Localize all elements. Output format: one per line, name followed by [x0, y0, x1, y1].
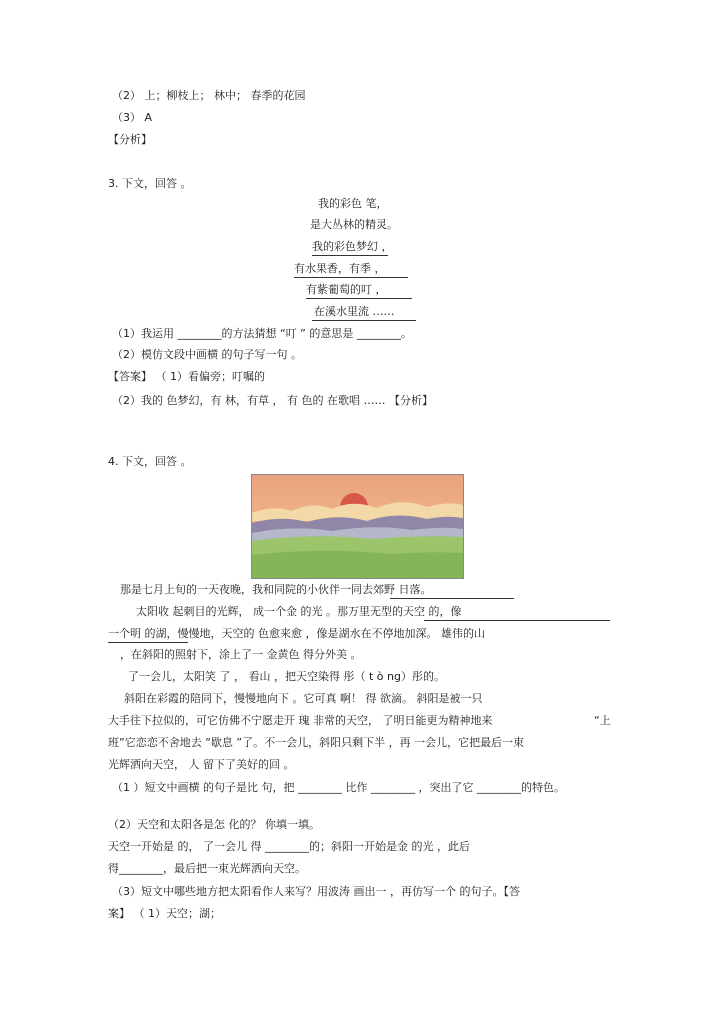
- question-4-answer: 案】 （ 1）天空；湖；: [108, 907, 221, 920]
- passage-underline-2b: [108, 642, 188, 643]
- question-4-title: 4. 下文，回答 。: [108, 455, 192, 468]
- passage-line-7-quote: “上: [594, 714, 611, 727]
- passage-line-6: 斜阳在彩霞的陪同下，慢慢地向下 。它可真 啊！ 得 欲滴。 斜阳是被一只: [124, 692, 483, 705]
- question-4-part-1: （1 ）短文中画横 的句子是比 句，把 ________ 比作 ________ ，突出了它 ________的特色。: [112, 781, 565, 794]
- question-4-part-2-line-a: 天空一开始是 的， 了一会儿 得 ________的；斜阳一开始是金 的光 ，此后: [108, 840, 470, 853]
- passage-line-5: 了一会儿，太阳笑 了 ， 看山 ，把天空染得 彤（ t ò ng）彤的。: [128, 670, 445, 683]
- passage-line-3: 一个明 的湖，慢慢地，天空的 色愈来愈 ，像是湖水在不停地加深。 雄伟的山: [108, 627, 485, 640]
- question-4-part-2-line-b: 得________，最后把一束光辉洒向天空。: [108, 862, 306, 875]
- passage-line-1: 那是七月上旬的一天夜晚，我和同院的小伙伴一同去郊野 日落。: [120, 583, 432, 596]
- passage-underline-2a: [424, 620, 610, 621]
- passage-line-7: 大手往下拉似的，可它仿佛不宁愿走开 瑰 非常的天空， 了明日能更为精神地来: [108, 714, 493, 727]
- analysis-label: 【分析】: [108, 133, 152, 146]
- question-4-part-2: （2）天空和太阳各是怎 化的？ 你填一填。: [108, 818, 320, 831]
- question-3-answer-1: 【答案】 （ 1）看偏旁；叮嘱的: [108, 370, 265, 383]
- poem-underline-5: [306, 298, 412, 299]
- poem-underline-6: [312, 320, 416, 321]
- question-3-part-1: （1）我运用 ________的方法猜想 “叮 ” 的意思是 ________。: [112, 327, 412, 340]
- poem-line-6: 在溪水里流 ……: [314, 305, 395, 318]
- passage-line-2: 太阳收 起刺目的光辉， 成一个金 的光 。那万里无型的天空 的，像: [136, 605, 462, 618]
- question-3-answer-2: （2）我的 色梦幻，有 林，有草 ， 有 色的 在歌唱 …… 【分析】: [112, 394, 433, 407]
- poem-line-2: 是大丛林的精灵。: [310, 218, 398, 231]
- passage-line-8: 班”它恋恋不舍地去 “歇息 ”了。不一会儿，斜阳只剩下半 ，再 一会儿，它把最后一束: [108, 736, 525, 749]
- poem-underline-3: [312, 255, 388, 256]
- question-4-part-3: （3）短文中哪些地方把太阳看作人来写？用波涛 画出一 ，再仿写一个 的句子。【答: [112, 885, 520, 898]
- poem-line-5: 有紫葡萄的叮 ，: [306, 283, 387, 296]
- question-3-part-2: （2）模仿文段中画横 的句子写一句 。: [112, 348, 302, 361]
- sunset-landscape-illustration: [251, 474, 464, 579]
- poem-line-1: 我的彩色 笔，: [318, 197, 388, 210]
- passage-line-9: 光辉洒向天空， 人 留下了美好的回 。: [108, 758, 295, 771]
- passage-underline-1: [390, 598, 514, 599]
- poem-line-3: 我的彩色梦幻 ，: [312, 240, 393, 253]
- question-3-title: 3. 下文，回答 。: [108, 177, 192, 190]
- poem-line-4: 有水果香，有季 ，: [294, 262, 386, 275]
- line-answer-2: （2） 上；柳枝上； 林中； 春季的花园: [112, 89, 306, 102]
- poem-underline-4: [294, 277, 408, 278]
- passage-line-4: ，在斜阳的照射下，涂上了一 金黄色 得分外美 。: [120, 648, 362, 661]
- line-answer-3: （3） A: [112, 111, 153, 124]
